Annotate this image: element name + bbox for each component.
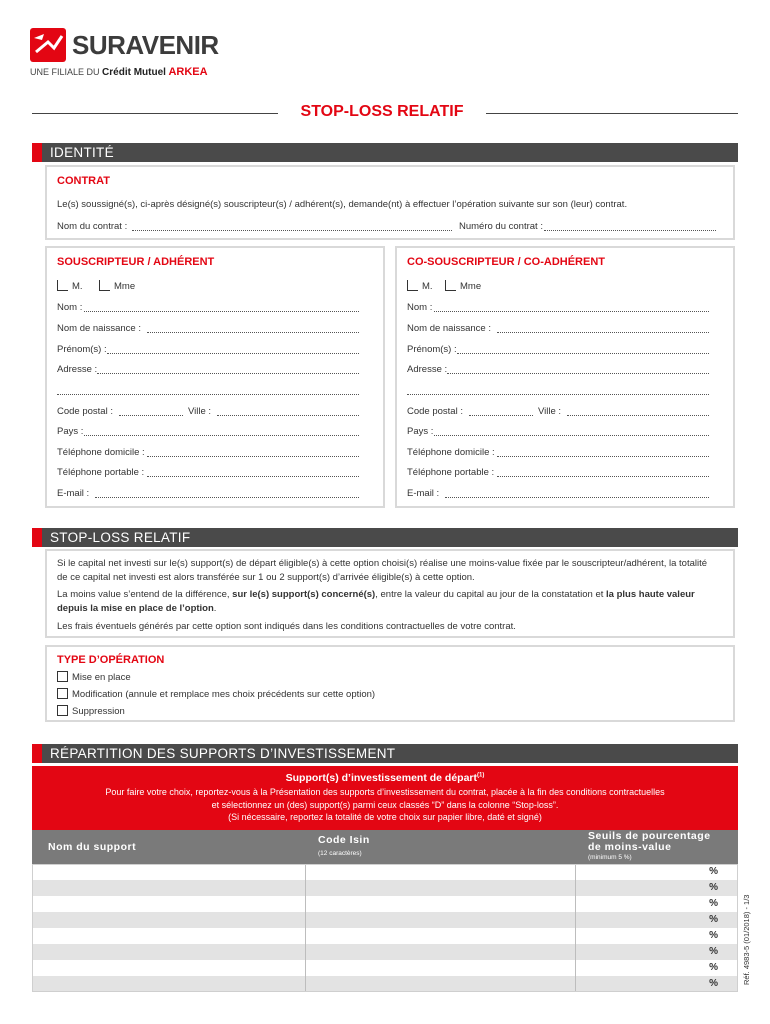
p2a-bold2: la plus haute valeur bbox=[606, 589, 695, 600]
col-nom-support: Nom du support bbox=[48, 841, 137, 853]
co-email-field[interactable] bbox=[445, 497, 709, 498]
co-prenoms-field[interactable] bbox=[457, 353, 709, 354]
stoploss-p1a: Si le capital net investi sur le(s) support(s) de départ éligible(s) à cette option choisi(s) réalise une moins-value fixée par le souscripteur/adhérent, la totalité bbox=[57, 558, 708, 569]
contrat-label: CONTRAT bbox=[57, 175, 110, 187]
option-suppression: Suppression bbox=[72, 706, 125, 717]
label-code-postal: Code postal : bbox=[57, 406, 113, 417]
pct-symbol: % bbox=[709, 882, 718, 893]
label-pays: Pays : bbox=[57, 426, 84, 437]
page-title: STOP-LOSS RELATIF bbox=[300, 103, 464, 120]
stoploss-p3: Les frais éventuels générés par cette option sont indiqués dans les conditions contractuelles de votre contrat. bbox=[57, 621, 516, 632]
logo-subtitle bbox=[30, 66, 208, 78]
label-mme: Mme bbox=[114, 281, 136, 292]
label-nom: Nom : bbox=[57, 302, 83, 313]
label-email: E-mail : bbox=[57, 488, 90, 499]
co-label-mme: Mme bbox=[460, 281, 482, 292]
p2b-end: . bbox=[213, 603, 217, 614]
co-label-ville: Ville : bbox=[538, 406, 562, 417]
souscripteur-label: SOUSCRIPTEUR / ADHÉRENT bbox=[57, 256, 215, 268]
co-label-email: E-mail : bbox=[407, 488, 440, 499]
co-ville-field[interactable] bbox=[567, 415, 709, 416]
document-reference: Réf. 4983-5 (01/2018) - 1/3 bbox=[742, 894, 751, 985]
stoploss-p1b: de ce capital net investi est alors transférée sur 1 ou 2 support(s) d’arrivée éligible(s) à cette option. bbox=[57, 572, 475, 583]
label-tel-domicile: Téléphone domicile : bbox=[57, 447, 145, 458]
co-checkbox-m[interactable] bbox=[407, 280, 418, 291]
title-rule-left bbox=[32, 113, 278, 114]
col-code-isin: Code Isin bbox=[318, 834, 370, 846]
co-label-nom: Nom : bbox=[407, 302, 433, 313]
type-operation-box bbox=[45, 645, 735, 722]
pct-symbol: % bbox=[709, 946, 718, 957]
option-modification: Modification (annule et remplace mes choix précédents sur cette option) bbox=[72, 689, 376, 700]
checkbox-mise-en-place[interactable] bbox=[57, 671, 68, 682]
code-postal-field[interactable] bbox=[119, 415, 183, 416]
p2a-pre: La moins value s’entend de la différence, bbox=[57, 589, 233, 600]
co-nom-naissance-field[interactable] bbox=[497, 332, 709, 333]
pct-symbol: % bbox=[709, 898, 718, 909]
section-accent bbox=[32, 528, 42, 547]
pct-symbol: % bbox=[709, 914, 718, 925]
co-nom-field[interactable] bbox=[434, 311, 709, 312]
section-repartition bbox=[32, 744, 738, 763]
type-operation-label: TYPE D’OPÉRATION bbox=[57, 654, 165, 666]
suravenir-logo bbox=[30, 28, 230, 80]
email-field[interactable] bbox=[95, 497, 359, 498]
table-header bbox=[32, 830, 738, 864]
label-nom-naissance: Nom de naissance : bbox=[57, 323, 141, 334]
nom-contrat-field[interactable] bbox=[132, 230, 452, 231]
support-line2: et sélectionnez un (des) support(s) parmi ceux classés “D” dans la colonne “Stop-loss”. bbox=[211, 800, 559, 810]
co-tel-domicile-field[interactable] bbox=[497, 456, 709, 457]
col-code-isin-sub: (12 caractères) bbox=[318, 850, 362, 857]
label-prenoms: Prénom(s) : bbox=[57, 344, 107, 355]
co-label-prenoms: Prénom(s) : bbox=[407, 344, 457, 355]
section-stoploss bbox=[32, 528, 738, 547]
support-title-text: Support(s) d’investissement de départ bbox=[285, 772, 478, 784]
co-pays-field[interactable] bbox=[434, 435, 709, 436]
support-header bbox=[32, 766, 738, 830]
pct-symbol: % bbox=[709, 962, 718, 973]
label-adresse: Adresse : bbox=[57, 364, 98, 375]
co-label-code-postal: Code postal : bbox=[407, 406, 463, 417]
stoploss-description-box bbox=[45, 549, 735, 638]
col-seuil-sub: (minimum 5 %) bbox=[588, 854, 632, 861]
suravenir-logo-icon bbox=[30, 28, 66, 62]
logo-group: Crédit Mutuel bbox=[102, 67, 166, 78]
co-label-pays: Pays : bbox=[407, 426, 434, 437]
stoploss-p2a bbox=[57, 589, 695, 600]
checkbox-mme[interactable] bbox=[99, 280, 110, 291]
section-accent bbox=[32, 744, 42, 763]
co-label-adresse: Adresse : bbox=[407, 364, 448, 375]
section-title: RÉPARTITION DES SUPPORTS D’INVESTISSEMENT bbox=[50, 746, 396, 761]
section-accent bbox=[32, 143, 42, 162]
support-line3: (Si nécessaire, reportez la totalité de votre choix sur papier libre, daté et signé) bbox=[228, 812, 542, 822]
logo-prefix: UNE FILIALE DU bbox=[30, 67, 100, 77]
co-label-nom-naissance: Nom de naissance : bbox=[407, 323, 491, 334]
co-code-postal-field[interactable] bbox=[469, 415, 533, 416]
checkbox-suppression[interactable] bbox=[57, 705, 68, 716]
co-adresse-field-2[interactable] bbox=[407, 394, 709, 395]
pct-symbol: % bbox=[709, 866, 718, 877]
ville-field[interactable] bbox=[217, 415, 359, 416]
section-title: STOP-LOSS RELATIF bbox=[50, 530, 191, 545]
nom-field[interactable] bbox=[84, 311, 359, 312]
p2a-mid: , entre la valeur du capital au jour de la constatation et bbox=[375, 589, 607, 600]
adresse-field[interactable] bbox=[97, 373, 359, 374]
label-ville: Ville : bbox=[188, 406, 212, 417]
co-label-tel-portable: Téléphone portable : bbox=[407, 467, 495, 478]
checkbox-m[interactable] bbox=[57, 280, 68, 291]
pays-field[interactable] bbox=[84, 435, 359, 436]
checkbox-modification[interactable] bbox=[57, 688, 68, 699]
nom-contrat-label: Nom du contrat : bbox=[57, 221, 128, 232]
tel-portable-field[interactable] bbox=[147, 476, 359, 477]
support-title bbox=[32, 772, 738, 784]
title-rule-right bbox=[486, 113, 738, 114]
co-adresse-field[interactable] bbox=[447, 373, 709, 374]
tel-domicile-field[interactable] bbox=[147, 456, 359, 457]
table-body-border bbox=[32, 864, 738, 992]
logo-name: SURAVENIR bbox=[72, 30, 219, 60]
label-tel-portable: Téléphone portable : bbox=[57, 467, 145, 478]
cosouscripteur-label: CO-SOUSCRIPTEUR / CO-ADHÉRENT bbox=[407, 256, 606, 268]
souscripteur-box bbox=[45, 246, 385, 508]
adresse-field-2[interactable] bbox=[57, 394, 359, 395]
numero-contrat-field[interactable] bbox=[544, 230, 716, 231]
label-m: M. bbox=[72, 281, 83, 292]
co-checkbox-mme[interactable] bbox=[445, 280, 456, 291]
support-title-sup: (1) bbox=[477, 772, 485, 779]
p2a-bold1: sur le(s) support(s) concerné(s) bbox=[232, 589, 376, 600]
stoploss-p2b bbox=[57, 603, 216, 614]
col-seuil-line2: de moins-value bbox=[588, 841, 672, 853]
co-label-m: M. bbox=[422, 281, 433, 292]
pct-symbol: % bbox=[709, 930, 718, 941]
option-mise-en-place: Mise en place bbox=[72, 672, 131, 683]
col-seuil-line1: Seuils de pourcentage bbox=[588, 830, 711, 842]
support-line1: Pour faire votre choix, reportez-vous à la Présentation des supports d’investissement du contrat, placée à la fin des conditions contractuelles bbox=[105, 787, 665, 797]
title-row bbox=[32, 103, 738, 123]
p2b-bold: depuis la mise en place de l’option bbox=[57, 603, 214, 614]
cosouscripteur-box bbox=[395, 246, 735, 508]
numero-contrat-label: Numéro du contrat : bbox=[459, 221, 543, 232]
co-label-tel-domicile: Téléphone domicile : bbox=[407, 447, 495, 458]
contrat-intro: Le(s) soussigné(s), ci-après désigné(s) souscripteur(s) / adhérent(s), demande(nt) à effectuer l’opération suivante sur son (leur) contrat. bbox=[57, 199, 628, 210]
co-tel-portable-field[interactable] bbox=[497, 476, 709, 477]
contrat-box bbox=[45, 165, 735, 240]
section-title: IDENTITÉ bbox=[50, 145, 114, 160]
pct-symbol: % bbox=[709, 978, 718, 989]
logo-arkea: ARKEA bbox=[168, 66, 208, 78]
section-identite bbox=[32, 143, 738, 162]
nom-naissance-field[interactable] bbox=[147, 332, 359, 333]
prenoms-field[interactable] bbox=[107, 353, 359, 354]
